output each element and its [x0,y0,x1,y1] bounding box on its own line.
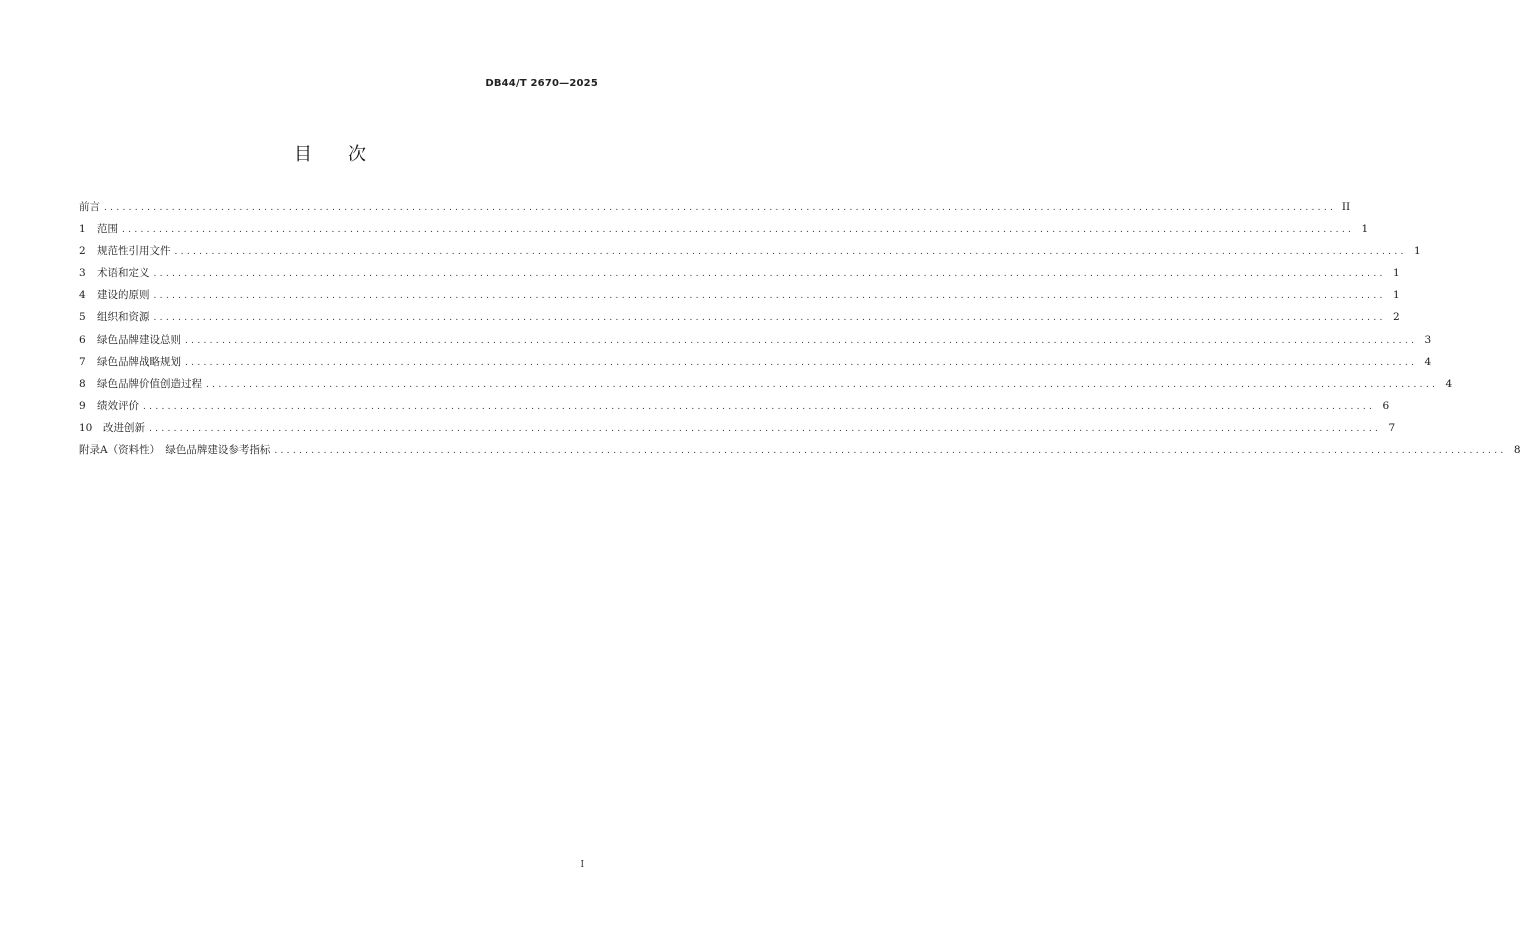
toc-entry-label: 前言 [79,201,100,213]
toc-leader-dots: ........................................................................................................................................................................................................ [122,225,1355,236]
toc-entry-page: 4 [1424,355,1432,368]
toc-entry-label: 绩效评价 [97,399,139,412]
toc-entry-2[interactable] [79,243,1421,265]
toc-entry-4[interactable] [79,287,1400,309]
toc-entry-number: 7 [79,355,86,368]
title-part-1: 目 [294,144,314,165]
toc-entry-page: 6 [1382,399,1390,412]
toc-entry-label: 绿色品牌战略规划 [97,355,181,368]
toc-entry-label: 建设的原则 [97,289,150,302]
toc-entry-8[interactable] [79,376,1453,398]
toc-entry-page: 2 [1392,311,1400,324]
toc-leader-dots: ........................................................................................................................................................................................................ [153,291,1386,302]
toc-entry-page: 3 [1424,333,1432,346]
toc-entry-page: 1 [1413,245,1421,258]
title-part-2: 次 [348,144,368,165]
page-number: I [580,860,584,870]
toc-entry-number: 1 [79,223,86,236]
toc-entry-number: 10 [79,421,93,434]
toc-leader-dots: ........................................................................................................................................................................................................ [153,313,1386,324]
toc-entry-number: 9 [79,399,86,412]
table-of-contents [79,199,1521,464]
toc-entry-number: 8 [79,377,86,390]
toc-leader-dots: ........................................................................................................................................................................................................ [274,446,1507,457]
toc-leader-dots: ........................................................................................................................................................................................................ [185,357,1418,368]
toc-entry-number: 6 [79,333,86,346]
toc-entry-9[interactable] [79,398,1390,420]
toc-leader-dots: ........................................................................................................................................................................................................ [206,379,1439,390]
toc-entry-number: 5 [79,311,86,324]
toc-entry-label: 术语和定义 [97,267,150,280]
toc-entry-page: 4 [1445,377,1453,390]
toc-entry-page: 8 [1513,444,1521,457]
toc-leader-dots: ........................................................................................................................................................................................................ [153,269,1386,280]
toc-entry-label: 绿色品牌价值创造过程 [97,377,202,390]
toc-entry-number: 3 [79,267,86,280]
toc-entry-label: 附录A（资料性） 绿色品牌建设参考指标 [79,444,271,457]
toc-entry-5[interactable] [79,309,1400,331]
toc-entry-label: 规范性引用文件 [97,245,171,258]
toc-leader-dots: ........................................................................................................................................................................................................ [143,401,1376,412]
toc-entry-page: 1 [1392,267,1400,280]
toc-entry-6[interactable] [79,332,1432,354]
toc-entry-appendix-a[interactable] [79,442,1521,464]
toc-leader-dots: ........................................................................................................................................................................................................ [174,247,1407,258]
page-title [0,140,662,166]
toc-leader-dots: ........................................................................................................................................................................................................ [104,203,1337,213]
toc-entry-label: 组织和资源 [97,311,150,324]
toc-entry-page: 1 [1392,289,1400,302]
toc-entry-label: 范围 [97,223,118,236]
toc-entry-page: 7 [1388,421,1396,434]
toc-entry-1[interactable] [79,221,1369,243]
document-code: DB44/T 2670—2025 [485,78,598,89]
toc-entry-3[interactable] [79,265,1400,287]
toc-entry-label: 绿色品牌建设总则 [97,333,181,346]
toc-entry-page: II [1341,201,1351,213]
toc-entry-number: 2 [79,245,86,258]
toc-entry-10[interactable] [79,420,1396,442]
toc-entry-label: 改进创新 [103,421,145,434]
toc-entry-foreword[interactable] [79,199,1351,221]
toc-entry-number: 4 [79,289,86,302]
toc-entry-7[interactable] [79,354,1432,376]
toc-leader-dots: ........................................................................................................................................................................................................ [149,423,1382,434]
toc-entry-page: 1 [1361,223,1369,236]
toc-leader-dots: ........................................................................................................................................................................................................ [185,335,1418,346]
